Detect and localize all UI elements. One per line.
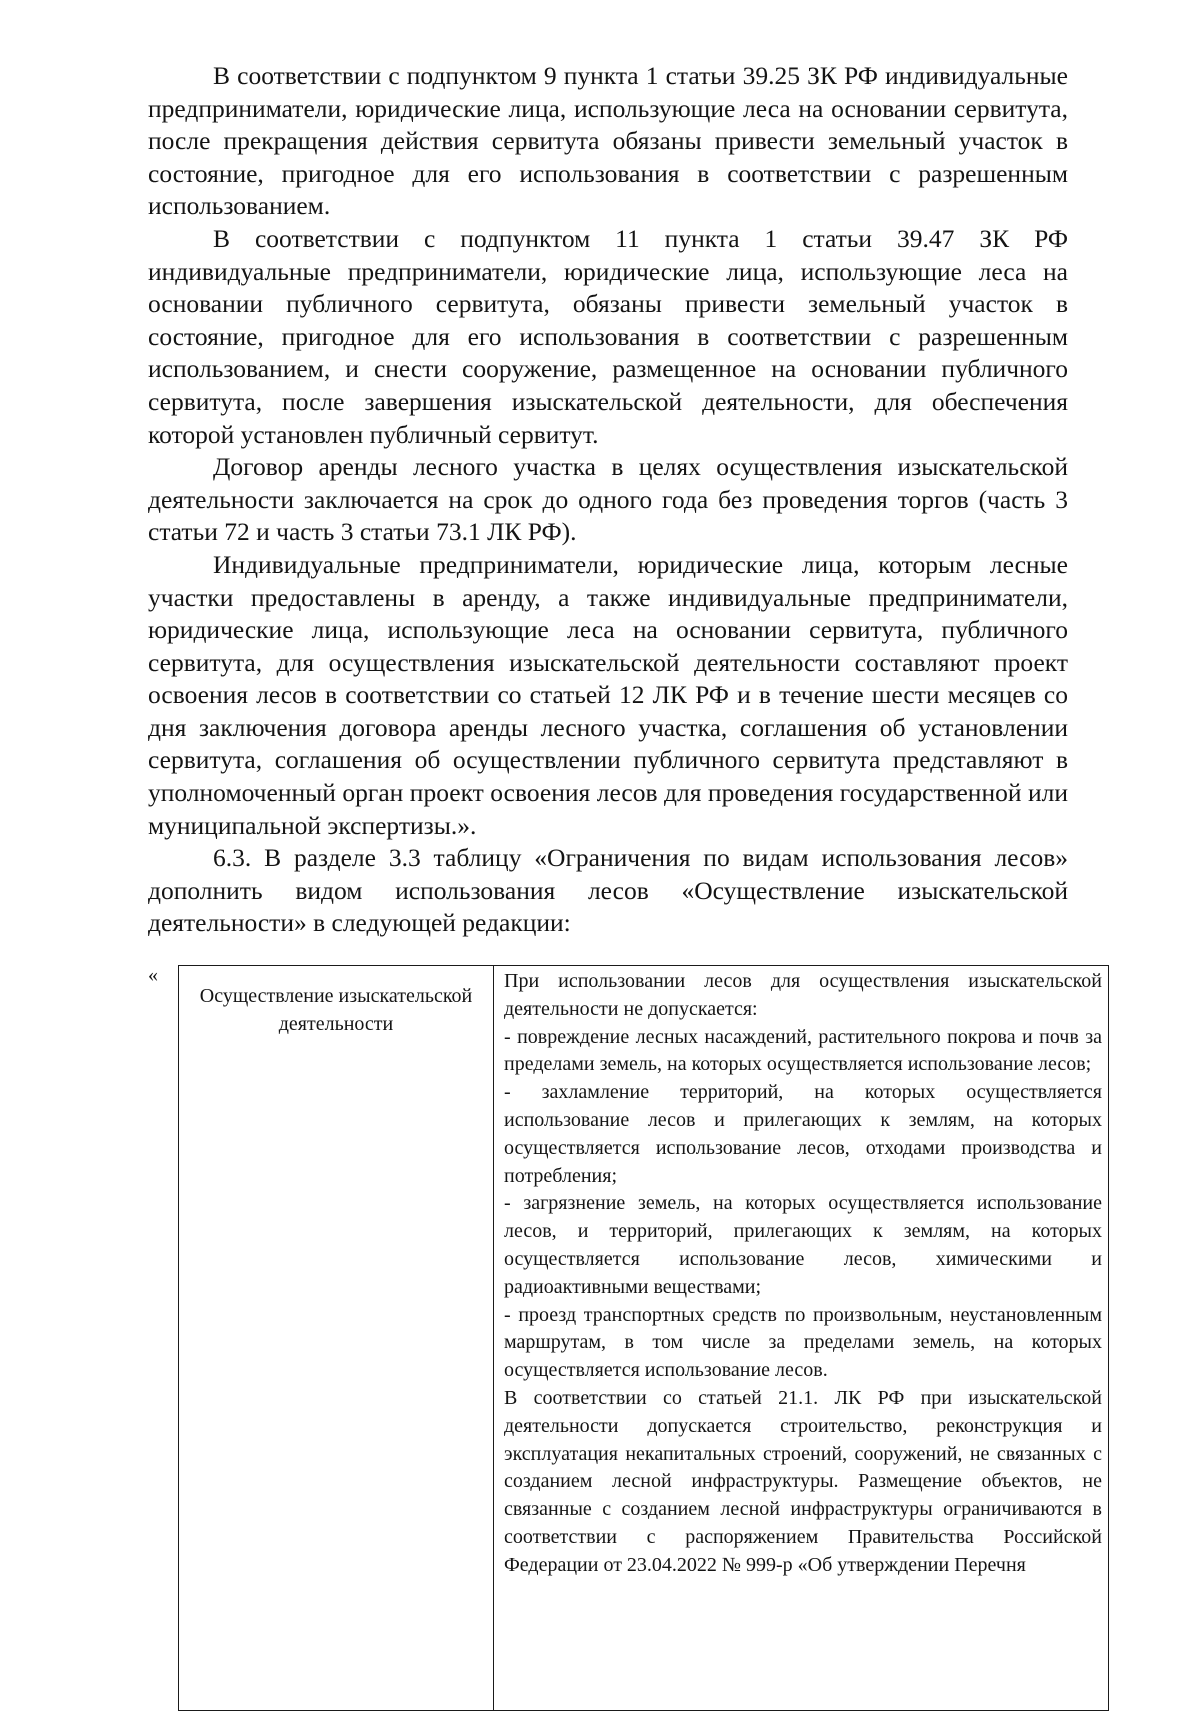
restrictions-cell (494, 966, 1109, 1711)
paragraph-lease-term: Договор аренды лесного участка в целях осуществления изыскательской деятельности заключается на срок до одного года без проведения торгов (часть 3 статьи 72 и часть 3 статьи 73.1 ЛК РФ). (148, 452, 1068, 547)
restriction-intro: При использовании лесов для осуществления изыскательской деятельности не допускается: (504, 970, 1102, 1020)
document-body (148, 60, 1068, 940)
permitted-activity-note: В соответствии со статьей 21.1. ЛК РФ при изыскательской деятельности допускается строительство, реконструкция и эксплуатация некапитальных строений, сооружений, не связанных с созданием лесной инфраструктуры. Размещение объектов, не связанные с созданием лесной инфраструктуры ограничиваются в соответствии с распоряжением Правительства Российской Федерации от 23.04.2022 № 999-р «Об утверждении Перечня (504, 1386, 1102, 1576)
paragraph-art-39-47: В соответствии с подпунктом 11 пункта 1 статьи 39.47 ЗК РФ индивидуальные предприниматели, юридические лица, использующие леса на основании публичного сервитута, обязаны привести земельный участок в состояние, пригодное для его использования в соответствии с разрешенным использованием, и снести сооружение, размещенное на основании публичного сервитута, после завершения изыскательской деятельности, для обеспечения которой установлен публичный сервитут. (148, 223, 1068, 449)
restriction-item: - повреждение лесных насаждений, растительного покрова и почв за пределами земель, на которых осуществляется использование лесов; (504, 1025, 1102, 1076)
opening-quote: « (148, 964, 158, 986)
paragraph-forest-project: Индивидуальные предприниматели, юридические лица, которым лесные участки предоставлены в аренду, а также индивидуальные предприниматели, юридические лица, использующие леса на основании сервитута, публичного сервитута, для осуществления изыскательской деятельности составляют проект освоения лесов в соответствии со статьей 12 ЛК РФ и в течение шести месяцев со дня заключения договора аренды лесного участка, соглашения об установлении сервитута, соглашения об осуществлении публичного сервитута представляют в уполномоченный орган проект освоения лесов для проведения государственной или муниципальной экспертизы.». (148, 549, 1068, 840)
restrictions-table (178, 965, 1109, 1711)
restriction-item: - загрязнение земель, на которых осуществляется использование лесов, и территорий, прилегающих к землям, на которых осуществляется использование лесов, химическими и радиоактивными веществами; (504, 1192, 1102, 1298)
restriction-item: - проезд транспортных средств по произвольным, неустановленным маршрутам, в том числе за пределами земель, на которых осуществляется использование лесов. (504, 1303, 1102, 1382)
use-kind-cell: Осуществление изыскательской деятельности (179, 966, 494, 1711)
paragraph-art-39-25: В соответствии с подпунктом 9 пункта 1 статьи 39.25 ЗК РФ индивидуальные предприниматели, юридические лица, использующие леса на основании сервитута, после прекращения действия сервитута обязаны привести земельный участок в состояние, пригодное для его использования в соответствии с разрешенным использованием. (148, 61, 1068, 221)
restriction-item: - захламление территорий, на которых осуществляется использование лесов и прилегающих к землям, на которых осуществляется использование лесов, отходами производства и потребления; (504, 1081, 1102, 1187)
paragraph-section-6-3: 6.3. В разделе 3.3 таблицу «Ограничения по видам использования лесов» дополнить видом использования лесов «Осуществление изыскательской деятельности» в следующей редакции: (148, 843, 1068, 938)
table-row (179, 966, 1109, 1711)
